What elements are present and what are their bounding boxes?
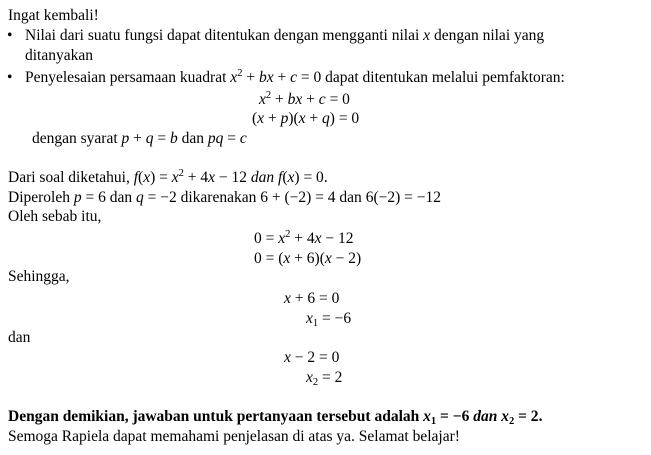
therefore-line: Oleh sebab itu,: [8, 208, 102, 225]
so-line: Sehingga,: [8, 268, 70, 285]
bullet-1-line-1: Nilai dari suatu fungsi dapat ditentukan dengan mengganti nilai x dengan nilai yang: [25, 27, 545, 44]
root2-value: $x_2 = 2$: [306, 369, 343, 389]
equation-factored: 0 = (x + 6)(x − 2): [254, 250, 362, 267]
root1-value: $x_1 = -6$: [306, 310, 352, 330]
and-line: dan: [8, 329, 31, 346]
bullet-2-marker: •: [7, 69, 13, 86]
obtained-line: Diperoleh p = 6 dan q = −2 dikarenakan 6 + (−2) = 4 dan 6(−2) = −12: [8, 189, 441, 206]
formula-quadratic: $x^2$ + bx + c = 0: [259, 90, 350, 108]
recap-heading: Ingat kembali!: [8, 7, 99, 24]
bullet-1-marker: •: [7, 27, 13, 44]
formula-factored: (x + p)(x + q) = 0: [252, 110, 360, 127]
closing-line: Semoga Rapiela dapat memahami penjelasan di atas ya. Selamat belajar!: [8, 428, 460, 445]
condition-line: dengan syarat p + q = b dan pq = c: [32, 130, 247, 147]
bullet-1-line-2: ditanyakan: [25, 47, 94, 64]
given-line: Dari soal diketahui, $f(x) = x^2 + 4x - 12$ dan f(x) = 0.: [8, 168, 328, 186]
quadratic-equation: $x^2$ + bx + c = 0: [230, 68, 322, 86]
root2-equation: x − 2 = 0: [284, 349, 340, 366]
root1-equation: x + 6 = 0: [284, 290, 340, 307]
conclusion-line: Dengan demikian, jawaban untuk pertanyaan tersebut adalah $x_1 = -6$ dan $x_2 = 2$.: [8, 408, 543, 428]
bullet-2-text: Penyelesaian persamaan kuadrat $x^2$ + bx + c = 0 dapat ditentukan melalui pemfaktoran:: [25, 68, 565, 86]
equation-expanded: $0 = x^2 + 4x - 12$: [254, 229, 354, 247]
